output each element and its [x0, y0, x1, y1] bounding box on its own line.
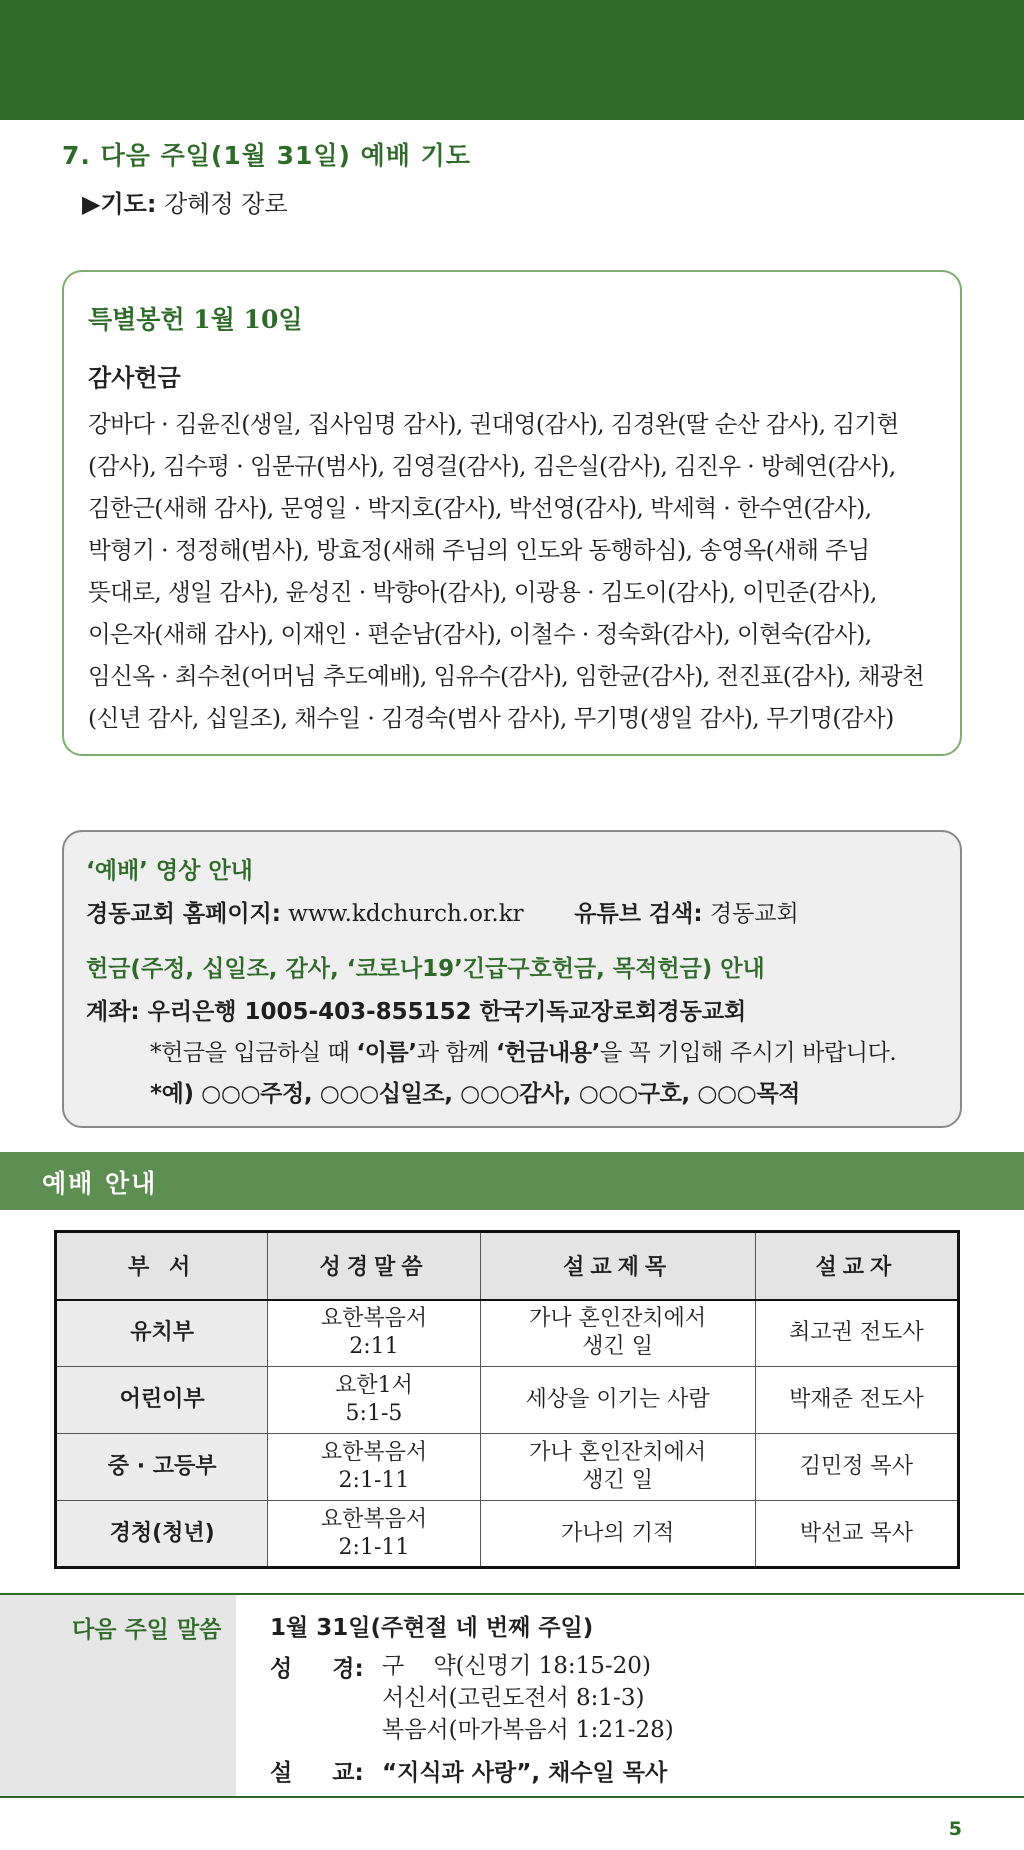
scripture-item: 복음서(마가복음서 1:21-28)	[382, 1717, 674, 1743]
offering-line: 뜻대로, 생일 감사), 윤성진 · 박향아(감사), 이광용 · 김도이(감사), 이민준(감사),	[88, 578, 877, 606]
scripture-label: 성 경:	[270, 1656, 364, 1682]
table-row	[56, 1501, 959, 1568]
prayer-name: 강혜정 장로	[164, 190, 288, 218]
service-guide-title: 예배 안내	[42, 1169, 158, 1198]
homepage-link[interactable]: www.kdchurch.or.kr	[288, 901, 524, 927]
service-table	[54, 1230, 960, 1569]
header-sermon-title: 설교제목	[480, 1232, 755, 1300]
cell-preacher: 최고권 전도사	[755, 1300, 958, 1367]
prayer-section	[62, 136, 471, 219]
note-name-emph: ‘이름’	[356, 1040, 417, 1066]
cell-sermon-title: 가나 혼인잔치에서 생긴 일	[480, 1300, 755, 1367]
offering-list	[88, 403, 936, 739]
bank-account: 계좌: 우리은행 1005-403-855152 한국기독교장로회경동교회	[86, 999, 747, 1025]
homepage-label: 경동교회 홈페이지:	[86, 901, 281, 927]
cell-scripture: 요한복음서 2:1-11	[268, 1434, 480, 1501]
note-content-emph: ‘헌금내용’	[495, 1040, 600, 1066]
next-week-section	[0, 1593, 1024, 1798]
cell-scripture: 요한1서 5:1-5	[268, 1367, 480, 1434]
offering-line: 박형기 · 정정해(범사), 방효정(새해 주님의 인도와 동행하심), 송영옥(새해 주님	[88, 536, 870, 564]
youtube-label: 유튜브 검색:	[574, 901, 703, 927]
table-header-row	[56, 1232, 959, 1300]
cell-department: 경청(청년)	[56, 1501, 268, 1568]
offering-line: (감사), 김수평 · 임문규(범사), 김영걸(감사), 김은실(감사), 김진우 · 방혜연(감사),	[88, 452, 896, 480]
cell-preacher: 박재준 전도사	[755, 1367, 958, 1434]
offering-line: 이은자(새해 감사), 이재인 · 편순남(감사), 이철수 · 정숙화(감사), 이현숙(감사),	[88, 620, 872, 648]
header-scripture: 성경말씀	[268, 1232, 480, 1300]
top-header-band	[0, 0, 1024, 120]
note-text: 과 함께	[416, 1040, 496, 1066]
cell-department: 중 · 고등부	[56, 1434, 268, 1501]
info-box	[62, 830, 962, 1128]
prayer-heading: 7. 다음 주일(1월 31일) 예배 기도	[62, 141, 471, 170]
cell-department: 유치부	[56, 1300, 268, 1367]
next-week-date: 1월 31일(주현절 네 번째 주일)	[270, 1615, 594, 1641]
cell-sermon-title: 가나 혼인잔치에서 생긴 일	[480, 1434, 755, 1501]
example-text: ○○○주정, ○○○십일조, ○○○감사, ○○○구호, ○○○목적	[201, 1081, 800, 1107]
cell-scripture: 요한복음서 2:11	[268, 1300, 480, 1367]
youtube-value: 경동교회	[709, 901, 799, 927]
example-label: *예)	[150, 1081, 202, 1107]
offering-guide-title: 헌금(주정, 십일조, 감사, ‘코로나19’긴급구호헌금, 목적헌금) 안내	[86, 956, 765, 982]
scripture-item: 구 약(신명기 18:15-20)	[382, 1653, 651, 1679]
offering-line: (신년 감사, 십일조), 채수일 · 김경숙(범사 감사), 무기명(생일 감사), 무기명(감사)	[88, 704, 894, 732]
sermon-row	[270, 1754, 674, 1787]
cell-preacher: 박선교 목사	[755, 1501, 958, 1568]
scripture-item: 서신서(고린도전서 8:1-3)	[382, 1685, 645, 1711]
homepage-row	[86, 895, 938, 928]
table-row	[56, 1300, 959, 1367]
next-week-label: 다음 주일 말씀	[72, 1617, 222, 1643]
header-department: 부 서	[56, 1232, 268, 1300]
table-row	[56, 1434, 959, 1501]
deposit-note	[150, 1034, 938, 1067]
prayer-label: ▶기도:	[82, 190, 157, 218]
table-row	[56, 1367, 959, 1434]
cell-scripture: 요한복음서 2:1-11	[268, 1501, 480, 1568]
cell-department: 어린이부	[56, 1367, 268, 1434]
deposit-example	[150, 1075, 938, 1108]
scripture-row	[270, 1650, 674, 1746]
special-offering-box	[62, 270, 962, 756]
offering-title: 특별봉헌 1월 10일	[88, 305, 303, 334]
offering-line: 임신옥 · 최수천(어머님 추도예배), 임유수(감사), 임한균(감사), 전진표(감사), 채광천	[88, 662, 925, 690]
offering-line: 강바다 · 김윤진(생일, 집사임명 감사), 권대영(감사), 김경완(딸 순산 감사), 김기현	[88, 410, 899, 438]
cell-sermon-title: 가나의 기적	[480, 1501, 755, 1568]
prayer-line	[82, 184, 471, 219]
header-preacher: 설교자	[755, 1232, 958, 1300]
next-week-content	[270, 1609, 674, 1787]
page-number: 5	[948, 1818, 962, 1840]
cell-sermon-title: 세상을 이기는 사람	[480, 1367, 755, 1434]
offering-line: 김한근(새해 감사), 문영일 · 박지호(감사), 박선영(감사), 박세혁 · 한수연(감사),	[88, 494, 872, 522]
note-text: 을 꼭 기입해 주시기 바랍니다.	[599, 1040, 897, 1066]
note-text: *헌금을 입금하실 때	[150, 1040, 357, 1066]
sermon-value: “지식과 사랑”, 채수일 목사	[382, 1760, 668, 1786]
offering-subtitle: 감사헌금	[88, 364, 181, 392]
video-guide-title: ‘예배’ 영상 안내	[86, 858, 253, 884]
cell-preacher: 김민정 목사	[755, 1434, 958, 1501]
service-guide-band	[0, 1152, 1024, 1210]
sermon-label: 설 교:	[270, 1760, 364, 1786]
scripture-list	[382, 1650, 674, 1746]
